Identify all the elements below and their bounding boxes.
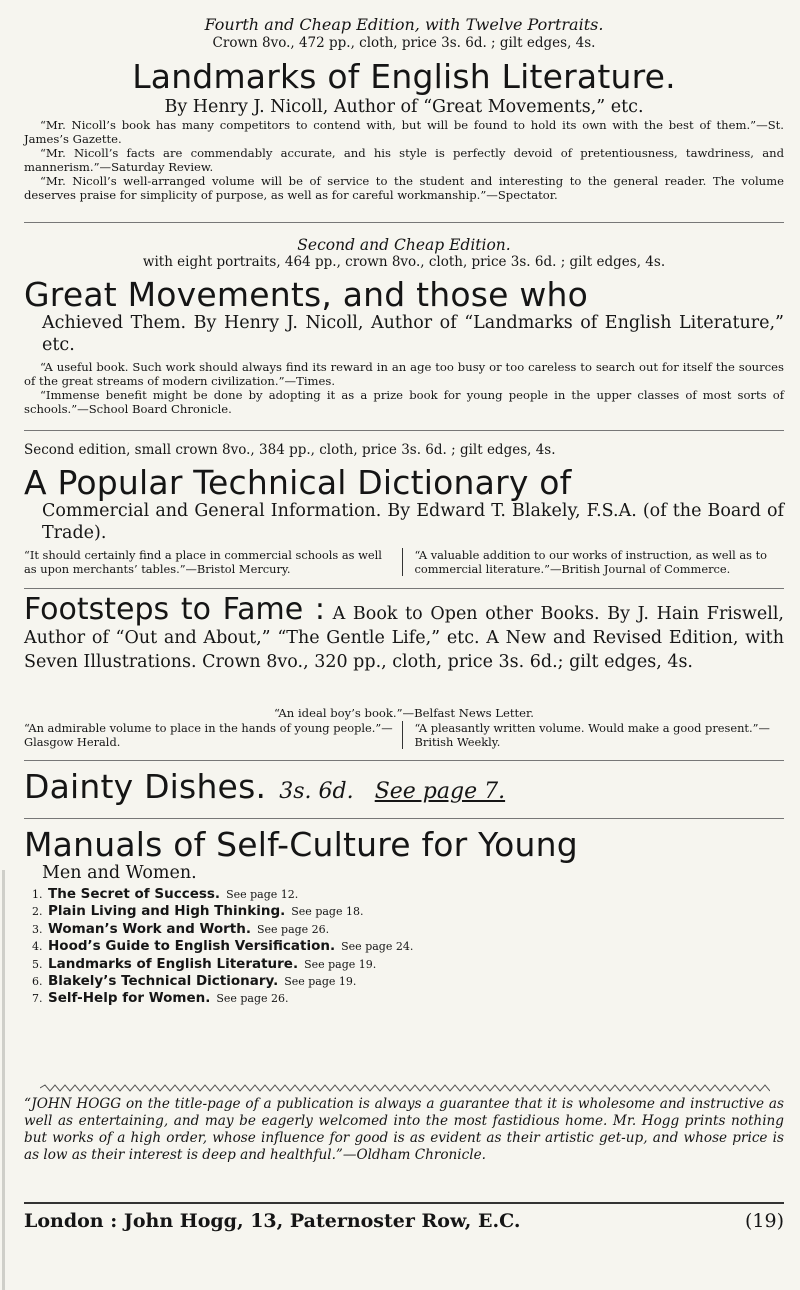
manual-item bbox=[32, 903, 784, 920]
manual-item bbox=[32, 956, 784, 973]
dictionary-subtitle: Commercial and General Information. By Edward T. Blakely, F.S.A. (of the Board of Trade). bbox=[42, 501, 784, 543]
dictionary-details: Second edition, small crown 8vo., 384 pp., cloth, price 3s. 6d. ; gilt edges, 4s. bbox=[24, 442, 556, 458]
dainty-title: Dainty Dishes. bbox=[24, 767, 267, 806]
manual-item-number: 7. bbox=[32, 992, 43, 1006]
manual-item bbox=[32, 938, 784, 955]
manual-item-title: Self-Help for Women. bbox=[48, 990, 211, 1007]
manuals-subtitle: Men and Women. bbox=[42, 863, 197, 883]
manual-item-number: 4. bbox=[32, 940, 43, 954]
manual-item-number: 6. bbox=[32, 975, 43, 989]
divider bbox=[24, 588, 784, 589]
footsteps-entry bbox=[24, 592, 784, 674]
manual-item-number: 1. bbox=[32, 888, 43, 901]
manual-item-page: See page 19. bbox=[284, 975, 357, 989]
manual-item-title: Blakely’s Technical Dictionary. bbox=[48, 973, 279, 990]
divider bbox=[24, 430, 784, 431]
footer bbox=[24, 1210, 784, 1232]
dainty-see-page: See page 7. bbox=[374, 779, 506, 804]
landmarks-reviews bbox=[24, 118, 784, 202]
manual-item-page: See page 26. bbox=[256, 922, 330, 936]
manual-item-number: 5. bbox=[32, 957, 43, 971]
manual-item-page: See page 18. bbox=[291, 905, 364, 919]
divider bbox=[24, 222, 784, 223]
manual-item-page: See page 19. bbox=[304, 957, 377, 971]
manuals-list bbox=[24, 886, 784, 1008]
footsteps-reviews bbox=[24, 721, 784, 749]
landmarks-edition: Fourth and Cheap Edition, with Twelve Portraits. bbox=[204, 15, 604, 34]
wavy-rule bbox=[40, 1084, 770, 1092]
manual-item-title: The Secret of Success. bbox=[48, 886, 221, 902]
dainty-dishes-entry bbox=[24, 768, 784, 806]
hogg-quote: “JOHN HOGG on the title-page of a publication is always a guarantee that it is wholesome and instructive as well as entertaining, and may be eagerly welcomed into the most fastidious home. Mr. Hogg prints nothing but works of a high order, whose influence for good is as evident as their artistic get-up, and whose price is as low as their interest is deep and healthful.”—Oldham Chronicle. bbox=[24, 1096, 784, 1163]
landmarks-author-line: By Henry J. Nicoll, Author of “Great Movements,” etc. bbox=[164, 97, 644, 117]
manual-item-number: 2. bbox=[32, 905, 43, 919]
great-movements-title: Great Movements, and those who bbox=[24, 275, 589, 314]
review: “Mr. Nicoll’s well-arranged volume will be of service to the student and interesting to the general reader. The volume deserves praise for simplicity of purpose, as well as for careful workmanship.”—Spectator. bbox=[24, 174, 784, 202]
manual-item-number: 3. bbox=[32, 922, 43, 936]
dictionary-title: A Popular Technical Dictionary of bbox=[24, 463, 572, 502]
review-right: “A valuable addition to our works of instruction, as well as to commercial literature.”—British Journal of Commerce. bbox=[414, 548, 768, 576]
manuals-title: Manuals of Self-Culture for Young bbox=[24, 825, 578, 864]
review: “Immense benefit might be done by adopting it as a prize book for young people in the upper classes of most sorts of schools.”—School Board Chronicle. bbox=[24, 388, 784, 416]
manual-item-title: Hood’s Guide to English Versification. bbox=[48, 938, 336, 955]
manual-item bbox=[32, 990, 784, 1007]
great-movements-details: with eight portraits, 464 pp., crown 8vo., cloth, price 3s. 6d. ; gilt edges, 4s. bbox=[142, 254, 666, 270]
review: “Mr. Nicoll’s facts are commendably accurate, and his style is perfectly devoid of pretentiousness, tawdriness, and mannerism.”—Saturday Review. bbox=[24, 146, 784, 174]
great-movements-subtitle: Achieved Them. By Henry J. Nicoll, Author of “Landmarks of English Literature,” etc. bbox=[42, 313, 784, 355]
publisher-line: London : John Hogg, 13, Paternoster Row, E.C. bbox=[24, 1210, 521, 1232]
great-movements-reviews bbox=[24, 360, 784, 416]
page-number: (19) bbox=[744, 1210, 784, 1232]
great-movements-edition: Second and Cheap Edition. bbox=[297, 236, 511, 254]
review-right: “A pleasantly written volume. Would make a good present.”—British Weekly. bbox=[414, 721, 770, 749]
review: “A useful book. Such work should always find its reward in an age too busy or too careless to search out for itself the sources of the great streams of modern civilization.”—Times. bbox=[24, 360, 784, 388]
manual-item-page: See page 12. bbox=[226, 888, 299, 901]
landmarks-title: Landmarks of English Literature. bbox=[132, 57, 676, 96]
manuals-items bbox=[32, 886, 784, 1008]
dainty-price: 3s. 6d. bbox=[279, 779, 354, 804]
manual-item bbox=[32, 921, 784, 938]
review-left: “An admirable volume to place in the hands of young people.”—Glasgow Herald. bbox=[24, 721, 403, 749]
dictionary-reviews bbox=[24, 548, 784, 576]
manual-item bbox=[32, 973, 784, 990]
manual-item-page: See page 26. bbox=[216, 992, 289, 1006]
landmarks-details: Crown 8vo., 472 pp., cloth, price 3s. 6d. ; gilt edges, 4s. bbox=[212, 35, 596, 51]
footsteps-review-center: “An ideal boy’s book.”—Belfast News Letter. bbox=[274, 706, 534, 720]
manual-item-title: Plain Living and High Thinking. bbox=[48, 903, 286, 920]
review-left: “It should certainly find a place in commercial schools as well as upon merchants’ tables.”—Bristol Mercury. bbox=[24, 548, 403, 576]
divider bbox=[24, 818, 784, 819]
manual-item bbox=[32, 886, 784, 903]
manual-item-title: Landmarks of English Literature. bbox=[48, 955, 299, 972]
footsteps-title: Footsteps to Fame : bbox=[24, 592, 325, 627]
left-margin-shadow bbox=[2, 870, 5, 1290]
footer-rule bbox=[24, 1202, 784, 1204]
manual-item-page: See page 24. bbox=[341, 940, 414, 954]
manual-item-title: Woman’s Work and Worth. bbox=[48, 920, 251, 937]
footsteps-description: A Book to Open other Books. By J. Hain Friswell, Author of “Out and About,” “The Gentle Life,” etc. A New and Revised Edition, with Seven Illustrations. Crown 8vo., 320 pp., cloth, price 3s. 6d.; gilt edges, 4s. bbox=[24, 604, 784, 672]
review: “Mr. Nicoll’s book has many competitors to contend with, but will be found to hold its own with the best of them.”—St. James’s Gazette. bbox=[24, 118, 784, 146]
divider bbox=[24, 760, 784, 761]
